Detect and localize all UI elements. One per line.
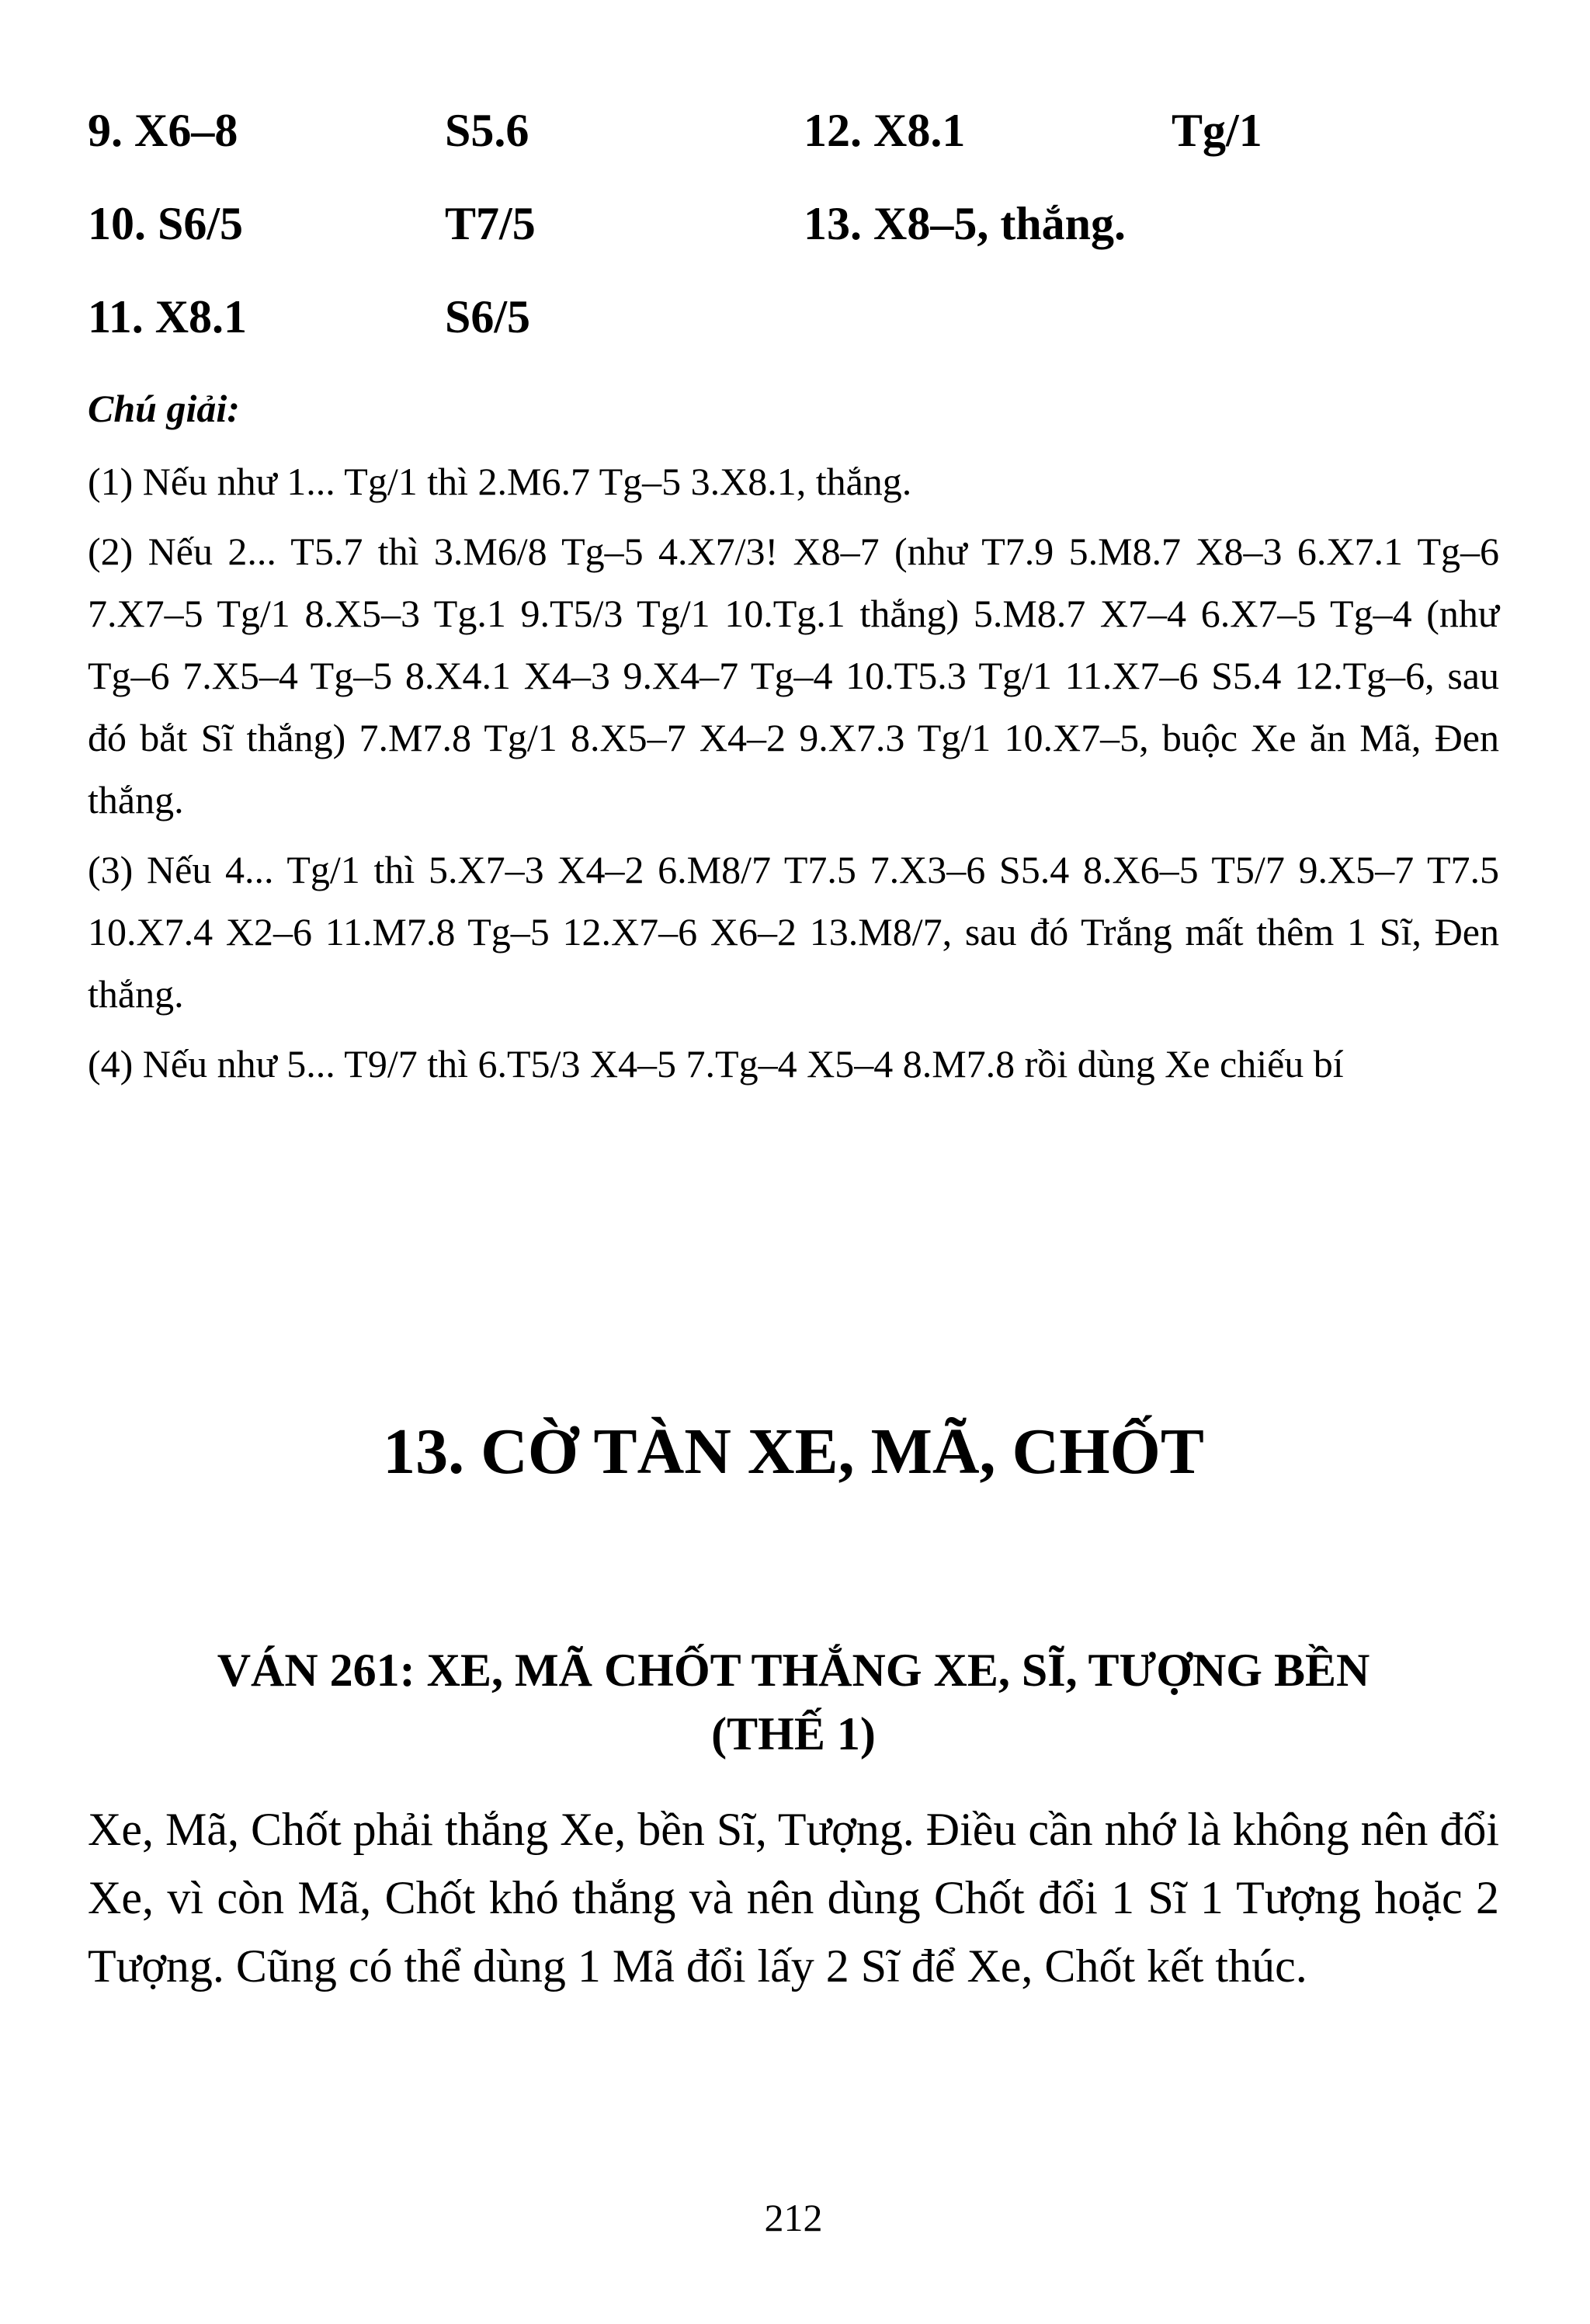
body-paragraph: Xe, Mã, Chốt phải thắng Xe, bền Sĩ, Tượng. Điều cần nhớ là không nên đổi Xe, vì còn Mã, Chốt khó thắng và nên dùng Chốt đổi 1 Sĩ 1 Tượng hoặc 2 Tượng. Cũng có thể dùng 1 Mã đổi lấy 2 Sĩ để Xe, Chốt kết thúc. (88, 1804, 1499, 1992)
move-black: Tg/1 (1172, 105, 1262, 156)
game-title-subtitle: (THẾ 1) (711, 1708, 876, 1760)
move-white: 11. X8.1 (88, 291, 248, 342)
move-black: S5.6 (445, 105, 529, 156)
book-page (88, 0, 1499, 2324)
move-white: 10. S6/5 (88, 198, 244, 249)
move-row (88, 102, 1499, 196)
note-4: (4) Nếu như 5... T9/7 thì 6.T5/3 X4–5 7.Tg–4 X5–4 8.M7.8 rồi dùng Xe chiếu bí (88, 1042, 1344, 1086)
move-black: S6/5 (445, 291, 531, 342)
note-2: (2) Nếu 2... T5.7 thì 3.M6/8 Tg–5 4.X7/3! X8–7 (như T7.9 5.M8.7 X8–3 6.X7.1 Tg–6 7.X7–5 Tg/1 8.X5–3 Tg.1 9.T5/3 Tg/1 10.Tg.1 thắng) 5.M8.7 X7–4 6.X7–5 Tg–4 (như Tg–6 7.X5–4 Tg–5 8.X4.1 X4–3 9.X4–7 Tg–4 10.T5.3 Tg/1 11.X7–6 S5.4 12.Tg–6, sau đó bắt Sĩ thắng) 7.M7.8 Tg/1 8.X5–7 X4–2 9.X7.3 Tg/1 10.X7–5, buộc Xe ăn Mã, Đen thắng. (88, 530, 1499, 822)
notes (88, 450, 1499, 1103)
note-1: (1) Nếu như 1... Tg/1 thì 2.M6.7 Tg–5 3.X8.1, thắng. (88, 460, 912, 503)
page-number: 212 (764, 2196, 823, 2239)
note-3: (3) Nếu 4... Tg/1 thì 5.X7–3 X4–2 6.M8/7 T7.5 7.X3–6 S5.4 8.X6–5 T5/7 9.X5–7 T7.5 10.X7.4 X2–6 11.M7.8 Tg–5 12.X7–6 X6–2 13.M8/7, sau đó Trắng mất thêm 1 Sĩ, Đen thắng. (88, 848, 1499, 1016)
move-white: 12. X8.1 (804, 105, 966, 156)
chapter-title: 13. CỜ TÀN XE, MÃ, CHỐT (383, 1416, 1204, 1488)
move-list (88, 102, 1499, 382)
move-white: 9. X6–8 (88, 105, 238, 156)
move-black: T7/5 (445, 198, 536, 249)
move-row (88, 289, 1499, 382)
game-title-line: VÁN 261: XE, MÃ CHỐT THẮNG XE, SĨ, TƯỢNG BỀN (217, 1645, 1370, 1696)
game-title (88, 1638, 1499, 1766)
notes-heading: Chú giải: (88, 387, 240, 430)
move-row (88, 196, 1499, 289)
move-white: 13. X8–5, thắng. (804, 198, 1127, 249)
